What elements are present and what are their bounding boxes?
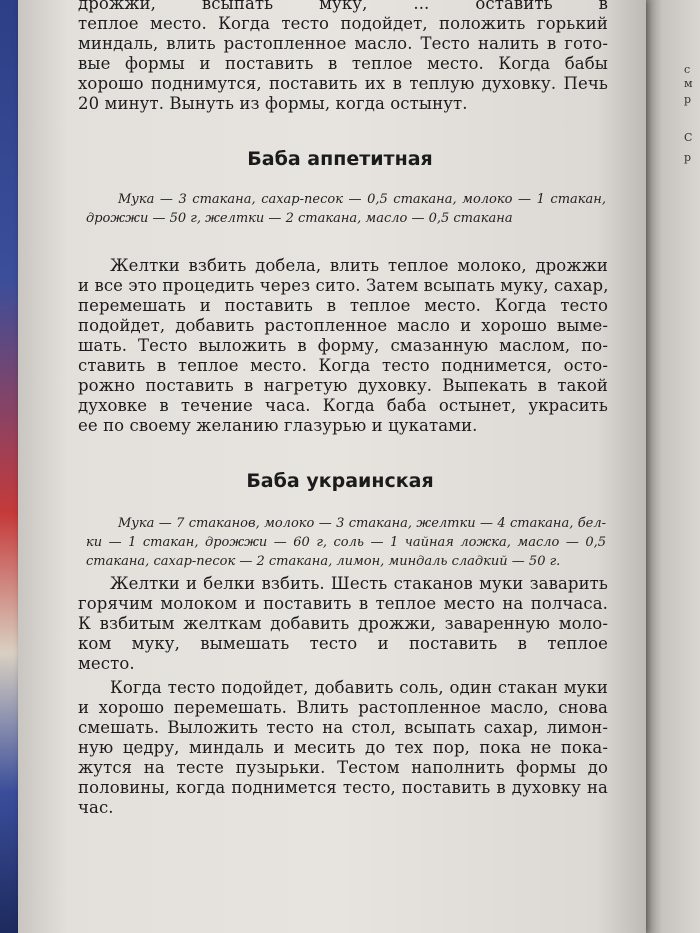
ingredients-line: дрожжи — 50 г, желтки — 2 стакана, масло — 0,5 стакана [86, 211, 513, 226]
text-line: вые формы и поставить в теплое место. Когда бабы [78, 54, 608, 73]
adjacent-page [646, 0, 700, 933]
text-line: час. [78, 798, 114, 817]
adjacent-page-fragment: С [684, 131, 693, 144]
text-line: место. [78, 654, 135, 673]
text-line: теплое место. Когда тесто подойдет, положить горький [78, 14, 608, 33]
adjacent-page-fragment: р [684, 151, 692, 164]
ingredients-list [86, 190, 606, 228]
text-line: ее по своему желанию глазурью и цукатами. [78, 416, 478, 435]
text-line: Желтки взбить добела, влить теплое молоко, дрожжи [110, 256, 608, 275]
text-line: миндаль, влить растопленное масло. Тесто налить в гото- [78, 34, 608, 53]
text-line: К взбитым желткам добавить дрожжи, заваренную моло- [78, 614, 608, 633]
text-line: половины, когда поднимется тесто, поставить в духовку на [78, 778, 608, 797]
text-line: Желтки и белки взбить. Шесть стаканов муки заварить [110, 574, 608, 593]
recipe-instructions-paragraph [78, 678, 608, 818]
adjacent-page-fragment: р [684, 93, 692, 106]
ingredients-line: ки — 1 стакан, дрожжи — 60 г, соль — 1 чайная ложка, масло — 0,5 [86, 535, 606, 550]
ingredients-list [86, 514, 606, 571]
text-line: смешать. Выложить тесто на стол, всыпать сахар, лимон- [78, 718, 608, 737]
adjacent-page-fragment: м [684, 77, 693, 90]
text-line: и хорошо перемешать. Влить растопленное масло, снова [78, 698, 608, 717]
text-line: рожно поставить в нагретую духовку. Выпекать в такой [78, 376, 608, 395]
text-line: ком муку, вымешать тесто и поставить в теплое [78, 634, 608, 653]
recipe-instructions-paragraph [78, 574, 608, 674]
text-line: Когда тесто подойдет, добавить соль, один стакан муки [110, 678, 608, 697]
text-line: и все это процедить через сито. Затем всыпать муку, сахар, [78, 276, 609, 295]
text-line: дрожжи, всыпать муку, ... оставить в [78, 0, 608, 13]
intro-paragraph [78, 0, 608, 114]
text-line: горячим молоком и поставить в теплое место на полчаса. [78, 594, 608, 613]
ingredients-line: стакана, сахар-песок — 2 стакана, лимон, миндаль сладкий — 50 г. [86, 554, 561, 569]
text-line: перемешать и поставить в теплое место. Когда тесто [78, 296, 608, 315]
text-line: ную цедру, миндаль и месить до тех пор, пока не пока- [78, 738, 608, 757]
text-line: хорошо поднимутся, поставить их в теплую духовку. Печь [78, 74, 608, 93]
ingredients-line: Мука — 3 стакана, сахар-песок — 0,5 стакана, молоко — 1 стакан, [118, 192, 606, 207]
recipe-instructions [78, 256, 608, 436]
text-line: духовке в течение часа. Когда баба остынет, украсить [78, 396, 608, 415]
text-line: подойдет, добавить растопленное масло и хорошо выме- [78, 316, 608, 335]
text-line: шать. Тесто выложить в форму, смазанную маслом, по- [78, 336, 608, 355]
text-line: жутся на тесте пузырьки. Тестом наполнить формы до [78, 758, 608, 777]
text-line: ставить в теплое место. Когда тесто поднимется, осто- [78, 356, 608, 375]
recipe-title: Баба аппетитная [247, 148, 433, 170]
recipe-title: Баба украинская [246, 470, 434, 492]
text-line: 20 минут. Вынуть из формы, когда остынут. [78, 94, 468, 113]
adjacent-page-fragment: с [684, 63, 691, 76]
ingredients-line: Мука — 7 стаканов, молоко — 3 стакана, желтки — 4 стакана, бел- [118, 516, 606, 531]
